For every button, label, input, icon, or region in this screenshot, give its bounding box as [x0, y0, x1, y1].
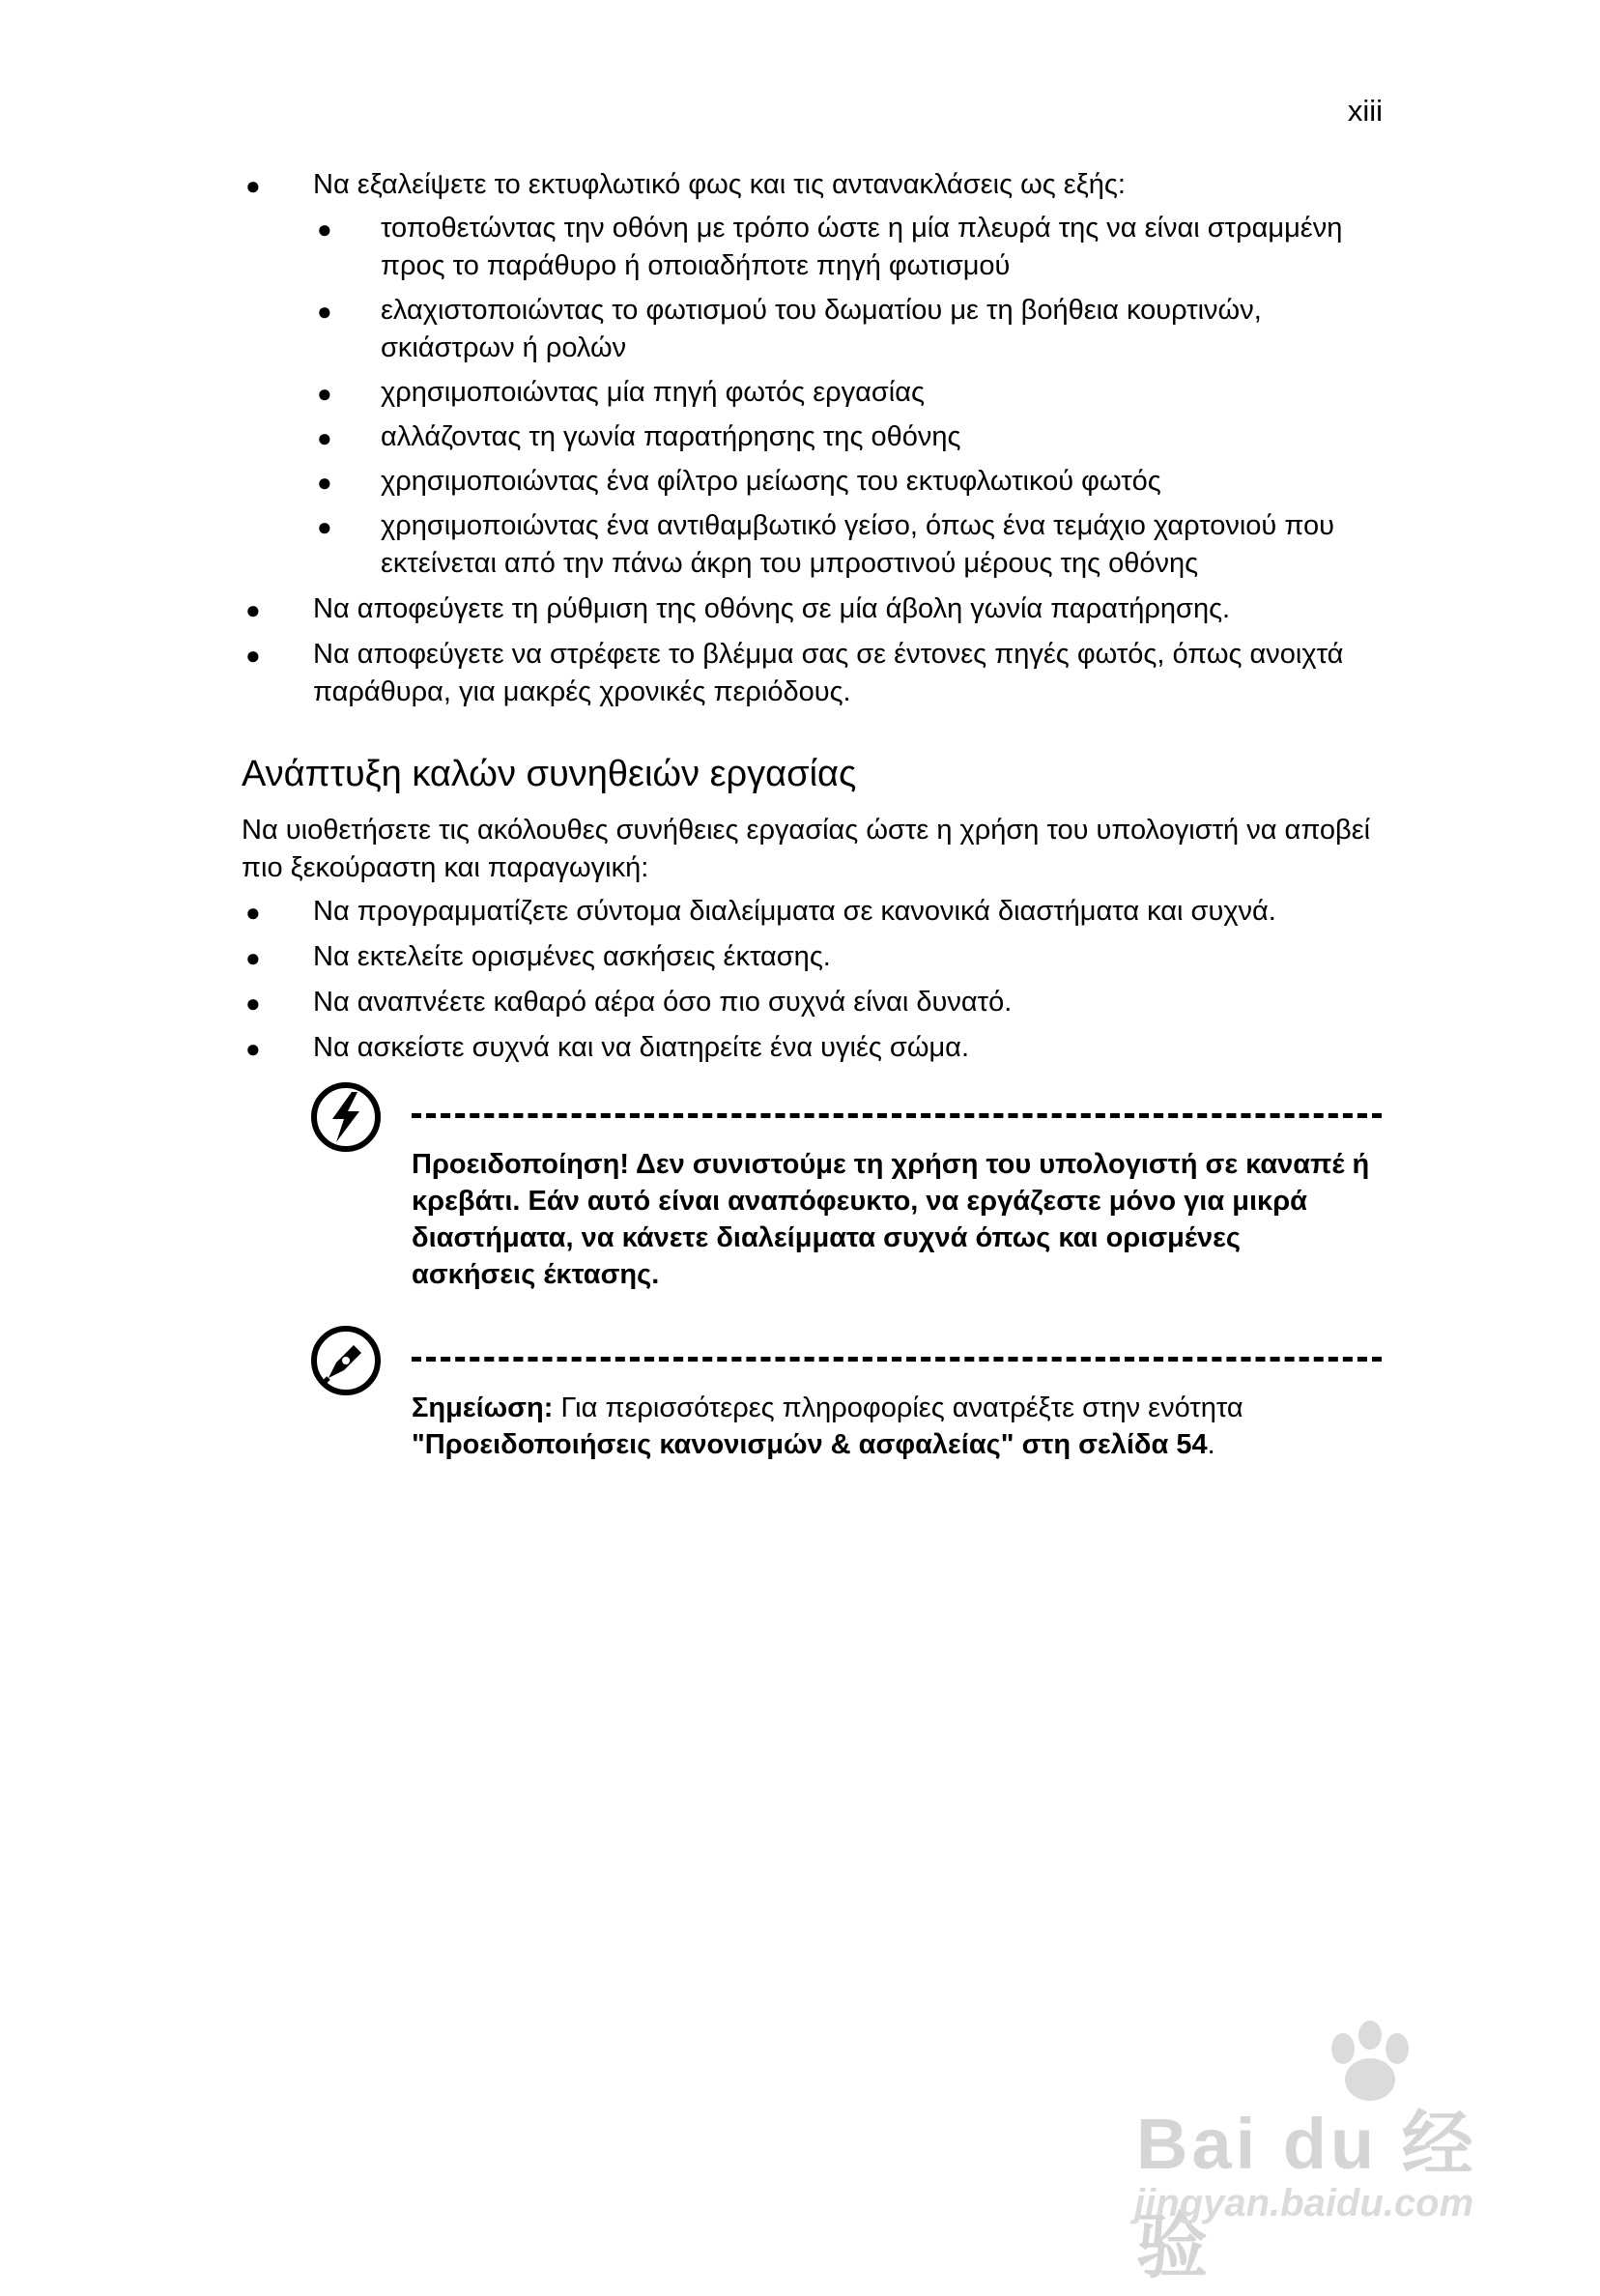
list-item-text: Να αποφεύγετε να στρέφετε το βλέμμα σας σε έντονες πηγές φωτός, όπως ανοιχτά παράθυρα, για μακρές χρονικές περιόδους. — [313, 639, 1344, 707]
bullet-icon: ● — [317, 468, 332, 497]
watermark-url: jingyan.baidu.com — [1134, 2182, 1474, 2224]
warning-callout — [309, 1080, 1382, 1303]
bullet-icon: ● — [317, 215, 332, 244]
note-reference: "Προειδοποιήσεις κανονισμών & ασφαλείας" στη σελίδα 54 — [412, 1429, 1208, 1460]
bullet-icon: ● — [317, 297, 332, 326]
list-item — [242, 590, 1382, 628]
note-body: Για περισσότερες πληροφορίες ανατρέξτε στην ενότητα — [553, 1392, 1243, 1423]
warning-text: Προειδοποίηση! Δεν συνιστούμε τη χρήση του υπολογιστή σε καναπέ ή κρεβάτι. Εάν αυτό είναι αναπόφευκτο, να εργάζεστε μόνο για μικρά διαστήματα, να κάνετε διαλείμματα συχνά όπως και ορισμένες ασκήσεις έκτασης. — [412, 1149, 1370, 1290]
dashed-divider — [412, 1113, 1382, 1118]
sub-list-item — [313, 463, 1382, 501]
bullet-icon: ● — [245, 171, 261, 200]
glare-list — [242, 166, 1382, 711]
bullet-icon: ● — [245, 943, 261, 972]
list-item-text: Να εκτελείτε ορισμένες ασκήσεις έκτασης. — [313, 941, 831, 972]
sub-list-item — [313, 210, 1382, 285]
note-callout — [309, 1324, 1382, 1478]
dashed-divider — [412, 1357, 1382, 1362]
note-text — [412, 1390, 1372, 1463]
warning-icon — [309, 1080, 383, 1154]
note-end: . — [1207, 1429, 1215, 1460]
list-item-text: Να αποφεύγετε τη ρύθμιση της οθόνης σε μία άβολη γωνία παρατήρησης. — [313, 593, 1231, 624]
sub-list-item — [313, 507, 1382, 583]
main-content — [242, 166, 1382, 1075]
bullet-icon: ● — [245, 641, 261, 670]
habits-list — [242, 893, 1382, 1067]
baidu-watermark — [1111, 2020, 1498, 2286]
list-item — [242, 893, 1382, 931]
bullet-icon: ● — [245, 989, 261, 1018]
note-icon — [309, 1324, 383, 1397]
bullet-icon: ● — [317, 423, 332, 452]
bullet-icon: ● — [245, 595, 261, 624]
list-item-text: Να αναπνέετε καθαρό αέρα όσο πιο συχνά είναι δυνατό. — [313, 987, 1013, 1018]
sub-list-item — [313, 292, 1382, 367]
sub-list-item-text: χρησιμοποιώντας ένα αντιθαμβωτικό γείσο, όπως ένα τεμάχιο χαρτονιού που εκτείνεται από την πάνω άκρη του μπροστινού μέρους της οθόνης — [381, 510, 1334, 579]
bullet-icon: ● — [245, 898, 261, 927]
list-item — [242, 636, 1382, 711]
sub-list-item-text: χρησιμοποιώντας μία πηγή φωτός εργασίας — [381, 377, 925, 408]
glare-sub-list — [313, 210, 1382, 583]
section-title: Ανάπτυξη καλών συνηθειών εργασίας — [242, 754, 857, 794]
section-intro: Να υιοθετήσετε τις ακόλουθες συνήθειες εργασίας ώστε η χρήση του υπολογιστή να αποβεί πιο ξεκούραστη και παραγωγική: — [242, 815, 1371, 883]
list-item — [242, 166, 1382, 583]
bullet-icon: ● — [245, 1034, 261, 1063]
sub-list-item-text: τοποθετώντας την οθόνη με τρόπο ώστε η μία πλευρά της να είναι στραμμένη προς το παράθυρο ή οποιαδήποτε πηγή φωτισμού — [381, 213, 1343, 281]
list-item-text: Να ασκείστε συχνά και να διατηρείτε ένα υγιές σώμα. — [313, 1032, 970, 1063]
sub-list-item-text: αλλάζοντας τη γωνία παρατήρησης της οθόνης — [381, 421, 961, 452]
list-item-text: Να εξαλείψετε το εκτυφλωτικό φως και τις αντανακλάσεις ως εξής: — [313, 169, 1126, 200]
sub-list-item-text: ελαχιστοποιώντας το φωτισμού του δωματίου με τη βοήθεια κουρτινών, σκιάστρων ή ρολών — [381, 295, 1262, 363]
watermark-brand: Bai du 经验 — [1136, 2104, 1477, 2286]
list-item-text: Να προγραμματίζετε σύντομα διαλείμματα σε κανονικά διαστήματα και συχνά. — [313, 896, 1276, 927]
sub-list-item — [313, 418, 1382, 456]
bullet-icon: ● — [317, 379, 332, 408]
page-number: xiii — [1347, 94, 1383, 128]
list-item — [242, 1029, 1382, 1067]
note-label: Σημείωση: — [412, 1392, 554, 1423]
sub-list-item-text: χρησιμοποιώντας ένα φίλτρο μείωσης του εκτυφλωτικού φωτός — [381, 466, 1161, 497]
sub-list-item — [313, 374, 1382, 412]
list-item — [242, 984, 1382, 1021]
bullet-icon: ● — [317, 512, 332, 541]
list-item — [242, 938, 1382, 976]
